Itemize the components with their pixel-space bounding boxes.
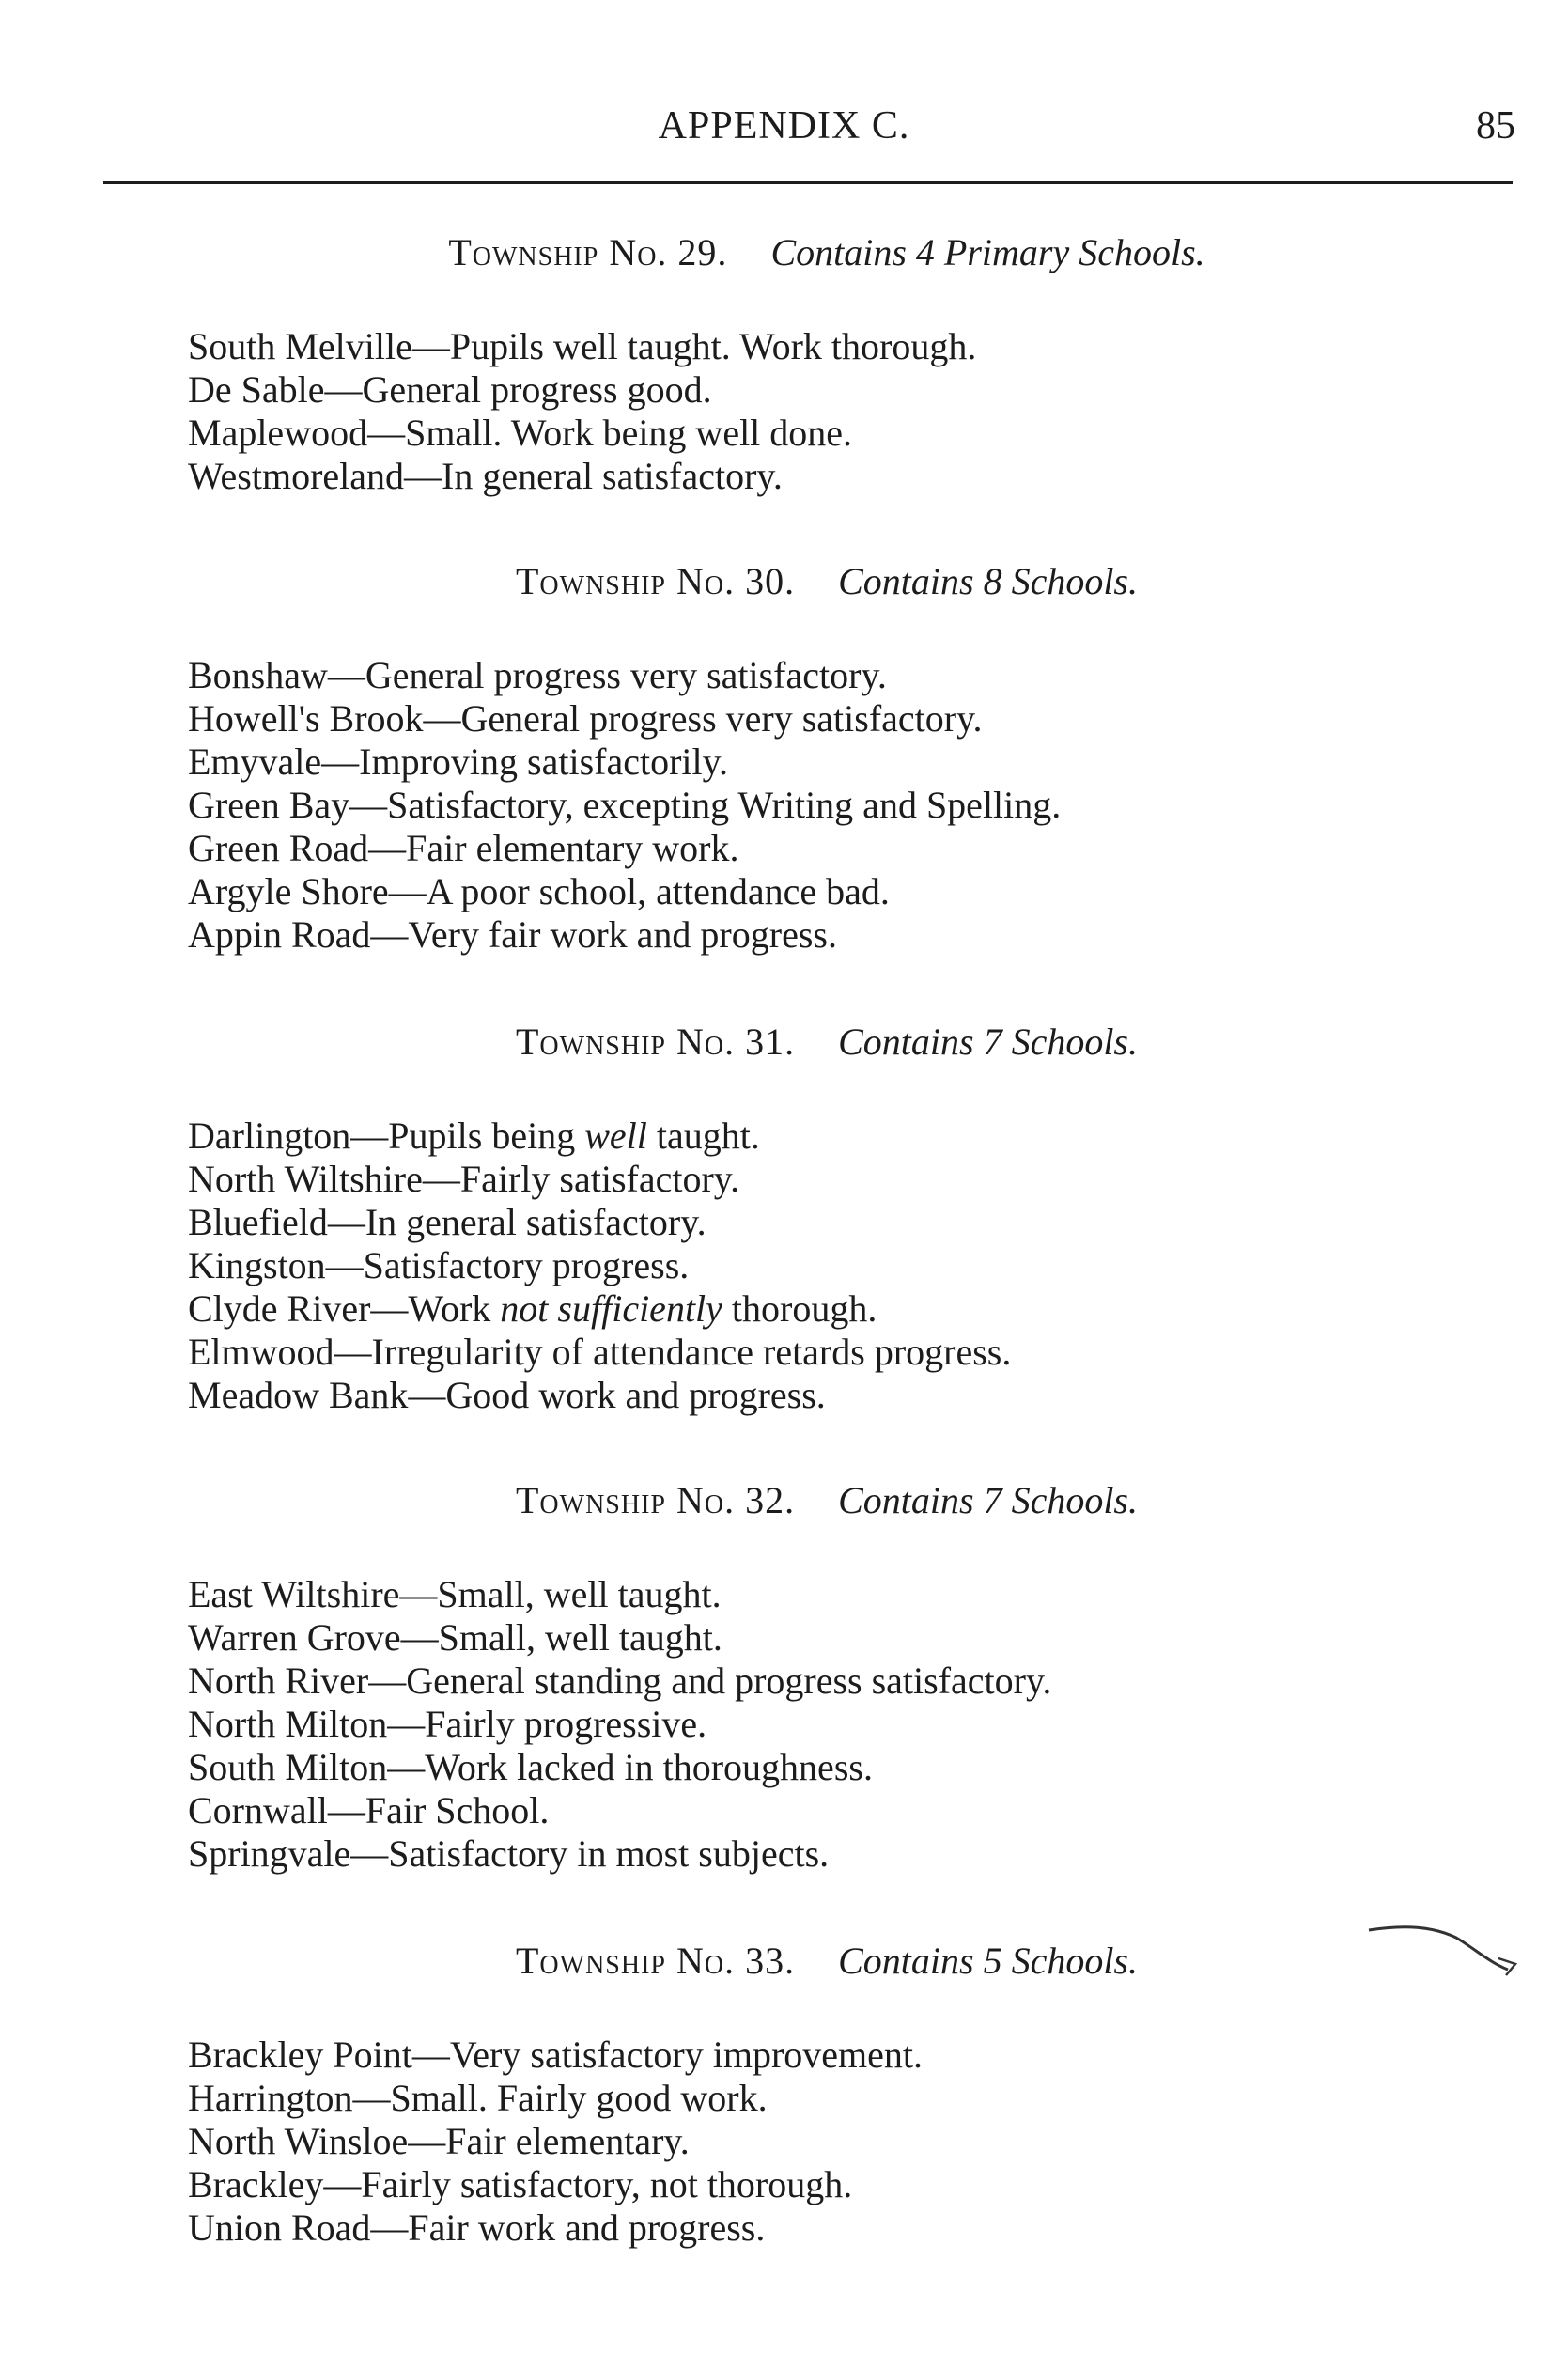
township-contains: Contains 7 Schools. <box>838 1021 1138 1063</box>
township-contains: Contains 4 Primary Schools. <box>770 231 1205 273</box>
school-entry: North Wiltshire—Fairly satisfactory. <box>188 1158 740 1200</box>
school-entry <box>188 1114 1409 1158</box>
school-entry: Kingston—Satisfactory progress. <box>188 1244 690 1286</box>
township-heading <box>188 1020 1409 1064</box>
school-entry: Argyle Shore—A poor school, attendance bad. <box>188 870 890 912</box>
school-entry: Howell's Brook—General progress very satisfactory. <box>188 697 983 740</box>
page-header <box>0 103 1568 160</box>
township-label: Township No. 31. <box>515 1021 796 1063</box>
school-entry <box>188 1287 1409 1331</box>
township-label: Township No. 32. <box>515 1479 796 1521</box>
school-entry: Union Road—Fair work and progress. <box>188 2206 766 2249</box>
school-entry: Emyvale—Improving satisfactorily. <box>188 740 729 783</box>
school-entry: Bonshaw—General progress very satisfactory. <box>188 654 887 696</box>
township-29-section <box>188 230 1409 498</box>
school-entry: Meadow Bank—Good work and progress. <box>188 1374 826 1416</box>
township-32-section <box>188 1478 1409 1876</box>
school-entry: Warren Grove—Small, well taught. <box>188 1616 722 1659</box>
entry-text: taught. <box>646 1114 760 1157</box>
margin-pen-mark <box>1367 1917 1527 1983</box>
school-entry: Harrington—Small. Fairly good work. <box>188 2077 768 2119</box>
school-entry: Cornwall—Fair School. <box>188 1789 550 1831</box>
entry-emphasis: not sufficiently <box>500 1287 722 1330</box>
township-label: Township No. 30. <box>515 560 796 602</box>
township-33-section <box>188 1939 1409 2250</box>
township-heading <box>188 230 1409 274</box>
header-rule <box>103 181 1513 184</box>
school-entry: East Wiltshire—Small, well taught. <box>188 1573 722 1615</box>
school-entry: North River—General standing and progress satisfactory. <box>188 1660 1052 1702</box>
school-entry: South Melville—Pupils well taught. Work thorough. <box>188 325 977 367</box>
page-title: APPENDIX C. <box>658 104 910 148</box>
school-entry: Springvale—Satisfactory in most subjects. <box>188 1832 830 1875</box>
entry-text: Clyde River—Work <box>188 1287 501 1330</box>
school-entry: Westmoreland—In general satisfactory. <box>188 455 783 497</box>
township-label: Township No. 29. <box>448 231 728 273</box>
township-heading <box>188 1478 1409 1522</box>
township-heading <box>188 1939 1409 1983</box>
school-entry: North Milton—Fairly progressive. <box>188 1703 707 1745</box>
page-number: 85 <box>1476 104 1515 148</box>
township-contains: Contains 7 Schools. <box>838 1479 1138 1521</box>
entry-emphasis: well <box>584 1114 647 1157</box>
school-entry: Elmwood—Irregularity of attendance retards progress. <box>188 1331 1012 1373</box>
school-entry: Green Road—Fair elementary work. <box>188 827 739 869</box>
school-entry: Brackley Point—Very satisfactory improvement. <box>188 2034 924 2076</box>
entry-text: Darlington—Pupils being <box>188 1114 585 1157</box>
school-entry: Maplewood—Small. Work being well done. <box>188 412 853 454</box>
township-31-section <box>188 1020 1409 1417</box>
school-entry: South Milton—Work lacked in thoroughness. <box>188 1746 873 1788</box>
school-entry: Green Bay—Satisfactory, excepting Writing and Spelling. <box>188 784 1062 826</box>
school-entry: North Winsloe—Fair elementary. <box>188 2120 690 2162</box>
township-30-section <box>188 559 1409 957</box>
school-entry: De Sable—General progress good. <box>188 368 712 411</box>
school-entry: Brackley—Fairly satisfactory, not thorough. <box>188 2163 853 2205</box>
school-entry: Appin Road—Very fair work and progress. <box>188 913 837 956</box>
township-heading <box>188 559 1409 603</box>
township-label: Township No. 33. <box>515 1940 796 1982</box>
township-contains: Contains 5 Schools. <box>838 1940 1138 1982</box>
township-contains: Contains 8 Schools. <box>838 560 1138 602</box>
entry-text: thorough. <box>722 1287 877 1330</box>
school-entry: Bluefield—In general satisfactory. <box>188 1201 706 1243</box>
